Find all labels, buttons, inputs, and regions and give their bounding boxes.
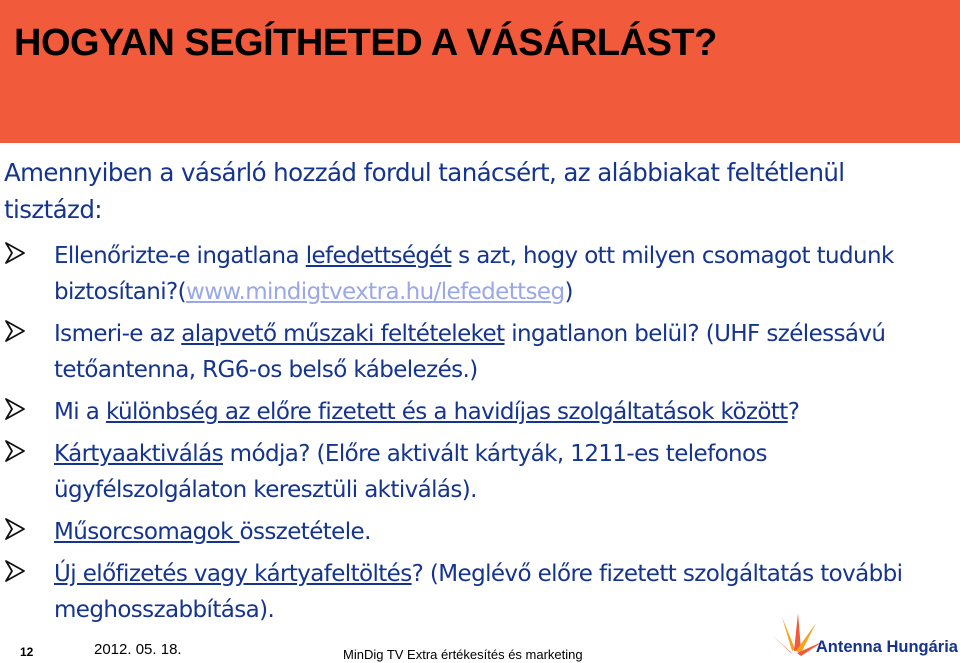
bullet-underlined: alapvető műszaki feltételeket [181, 321, 505, 347]
bullet-text: Ismeri-e az [54, 321, 182, 347]
page-number: 12 [20, 645, 34, 659]
bullet-text: ? (Meglévő előre fizetett szolgáltatás további meghosszabbítása). [54, 561, 903, 623]
footer-center-text: MinDig TV Extra értékesítés és marketing [343, 647, 583, 662]
bullet-underlined: Új előfizetés vagy kártyafeltöltés [54, 561, 412, 587]
bullet-list [0, 238, 940, 634]
arrow-bullet-icon [4, 439, 26, 463]
arrow-bullet-icon [4, 397, 26, 421]
bullet-text: ingatlanon belül? (UHF szélessávú tetőantenna, RG6-os belső kábelezés.) [54, 321, 886, 383]
logo-text: Antenna Hungária [815, 638, 958, 656]
bullet-text: módja? (Előre aktivált kártyák, 1211-es telefonos ügyfélszolgálaton keresztüli aktiválás). [54, 441, 767, 503]
bullet-text: Mi a [54, 399, 106, 425]
slide-title: HOGYAN SEGÍTHETED A VÁSÁRLÁST? [14, 22, 717, 64]
coverage-link[interactable]: www.mindigtvextra.hu/lefedettseg [186, 279, 565, 305]
bullet-item [0, 316, 940, 388]
bullet-item [0, 514, 940, 550]
bullet-text: összetétele. [239, 519, 371, 545]
bullet-underlined: lefedettségét [305, 243, 452, 269]
arrow-bullet-icon [4, 559, 26, 583]
title-bar [0, 0, 960, 143]
bullet-text: ? [787, 399, 800, 425]
bullet-underlined: különbség az előre fizetett és a havidíjas szolgáltatások között [105, 399, 788, 425]
arrow-bullet-icon [4, 319, 26, 343]
bullet-underlined: Kártyaaktiválás [54, 441, 223, 467]
bullet-underlined: Műsorcsomagok [54, 519, 240, 545]
intro-text: Amennyiben a vásárló hozzád fordul tanácsért, az alábbiakat feltétlenül tisztázd: [4, 158, 845, 224]
bullet-item [0, 436, 940, 508]
bullet-text: s azt, hogy ott milyen csomagot tudunk biztosítani?( [54, 243, 894, 305]
arrow-bullet-icon [4, 517, 26, 541]
footer-date: 2012. 05. 18. [94, 641, 182, 658]
bullet-item [0, 238, 940, 310]
bullet-text: Ellenőrizte-e ingatlana [54, 243, 306, 269]
bullet-item [0, 394, 940, 430]
bullet-text: ) [564, 279, 573, 305]
arrow-bullet-icon [4, 241, 26, 265]
